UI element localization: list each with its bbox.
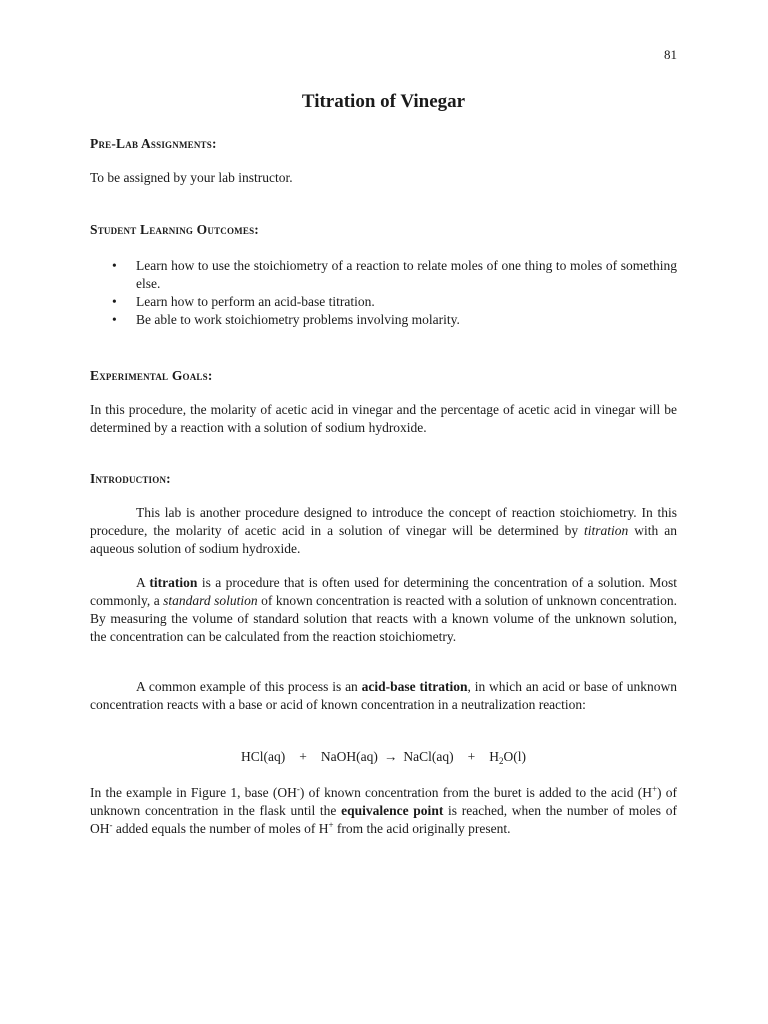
goals-text: In this procedure, the molarity of acetic acid in vinegar and the percentage of acetic acid in vinegar will be determined by a reaction with a solution of sodium hydroxide.: [90, 402, 677, 435]
list-item: [90, 311, 677, 329]
paragraph-text: of known concentration is reacted with a solution of unknown concentration. By measuring the volume of standard solution that reacts with a known volume of the unknown solution, the concentration can be calculated from the reaction stoichiometry.: [90, 593, 678, 644]
term-acid-base-titration: acid-base titration: [361, 679, 468, 694]
term-equivalence-point: equivalence point: [341, 803, 444, 818]
paragraph-text: ) of known concentration from the buret is added to the acid (H: [299, 785, 652, 800]
paragraph-text: , in which an acid or base of unknown concentration reacts with a base or acid of known concentration in a neutralization reaction:: [90, 679, 677, 712]
paragraph-text: is a procedure that is often used for determining the concentration of a solution. Most commonly, a: [90, 575, 677, 608]
outcomes-heading: Student Learning Outcomes:: [90, 222, 259, 237]
product-water: [489, 749, 526, 764]
paragraph-text: is reached, when the number of moles of OH: [90, 803, 677, 836]
reactant-naoh: NaOH(aq): [320, 749, 378, 764]
bullet-icon: •: [112, 312, 117, 327]
goals-heading: Experimental Goals:: [90, 368, 213, 383]
intro-paragraph-1: [90, 504, 677, 558]
intro-paragraph-3: [90, 678, 677, 714]
plus-sign: +: [467, 749, 476, 764]
outcome-text: Learn how to use the stoichiometry of a reaction to relate moles of one thing to moles of something else.: [136, 258, 677, 291]
prelab-heading: Pre-Lab Assignments:: [90, 136, 217, 151]
intro-paragraph-2: [90, 574, 677, 646]
term-standard-solution: standard solution: [163, 593, 258, 608]
bullet-icon: •: [112, 294, 117, 309]
list-item: [90, 257, 677, 293]
paragraph-text: In the example in Figure 1, base (OH: [90, 785, 297, 800]
reaction-arrow-icon: →: [383, 749, 398, 764]
paragraph-text: A common example of this process is an: [136, 679, 362, 694]
paragraph-text: A: [136, 575, 150, 590]
water-subscript: 2: [498, 756, 504, 766]
outcome-text: Learn how to perform an acid-base titration.: [136, 294, 375, 309]
plus-sign: +: [299, 749, 307, 764]
reactant-hcl: HCl(aq): [241, 749, 286, 764]
intro-paragraph-4: [90, 784, 677, 838]
outcome-text: Be able to work stoichiometry problems involving molarity.: [136, 312, 460, 327]
term-titration: titration: [149, 575, 198, 590]
outcomes-list: [90, 257, 677, 329]
water-formula: H: [489, 749, 499, 764]
paragraph-text: added equals the number of moles of H: [112, 821, 329, 836]
paragraph-text: ) of unknown concentration in the flask until the: [90, 785, 677, 818]
reaction-equation: [90, 748, 677, 766]
product-nacl: NaCl(aq): [403, 749, 454, 764]
water-formula: O(l): [503, 749, 526, 764]
paragraph-text: with an aqueous solution of sodium hydroxide.: [90, 523, 677, 556]
paragraph-text: This lab is another procedure designed to introduce the concept of reaction stoichiometry. In this procedure, the molarity of acetic acid in a solution of vinegar will be determined by: [90, 505, 677, 538]
ion-charge: +: [651, 784, 658, 794]
term-titration: titration: [584, 523, 629, 538]
ion-charge: -: [296, 784, 300, 794]
prelab-text: To be assigned by your lab instructor.: [90, 170, 293, 185]
ion-charge: -: [109, 820, 113, 830]
paragraph-text: from the acid originally present.: [333, 821, 511, 836]
bullet-icon: •: [112, 258, 117, 273]
page-number: 81: [664, 47, 677, 62]
list-item: [90, 293, 677, 311]
ion-charge: +: [328, 820, 334, 830]
page-title: Titration of Vinegar: [301, 91, 466, 112]
intro-heading: Introduction:: [90, 471, 171, 486]
document-page: [90, 0, 677, 1024]
